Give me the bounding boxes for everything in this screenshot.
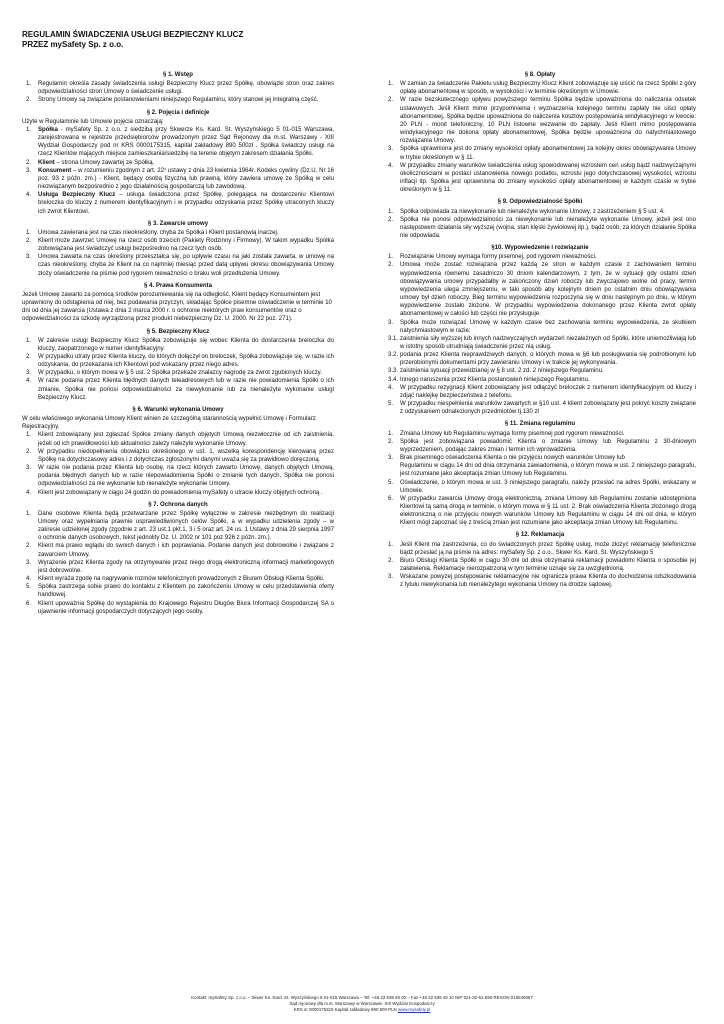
- section: [22, 282, 334, 324]
- clause-text: W zakresie usługi Bezpieczny Klucz Spółka zobowiązuje się wobec Klienta do dostarczenia breloczka do kluczy, zaopatrzonego w numer identyfikacyjny.: [38, 337, 334, 352]
- footer-krs-line: [0, 1007, 724, 1013]
- clause-text: Klient jest zobowiązany w ciągu 24 godzin do powiadomienia mySafety o utracie kluczy objętych ochroną .: [38, 489, 323, 496]
- clause-number: 2.: [388, 438, 394, 445]
- section-title: § 5. Bezpieczny Klucz: [146, 328, 210, 335]
- section-title: § 1. Wstęp: [163, 72, 193, 78]
- defined-term: Spółka: [38, 126, 58, 133]
- clause-item: [384, 351, 696, 367]
- section-intro: Użyte w Regulaminie lub Umowie pojęcia oznaczają:: [22, 118, 164, 125]
- section: [22, 109, 334, 216]
- clause-item: [384, 96, 696, 145]
- clause-text: Spółka może rozwiązać Umowę w każdym czasie bez zachowania terminu wypowiedzenia, ze skutkiem natychmiastowym w razie:: [400, 319, 696, 334]
- clause-number: 1.: [388, 541, 394, 548]
- defined-term: Konsument: [38, 167, 72, 174]
- clause-number: 1.: [388, 208, 394, 215]
- section: [384, 244, 696, 416]
- clause-list: [384, 80, 696, 194]
- clause-text: Umowa może zostać rozwiązana przez każdą ze stron w każdym czasie z zachowaniem terminu wypowiedzenia równemu zasadniczo 30 dniom kalendarzowym, z tym, że w sytuacji gdy ostatni dzień obowiązywania umowy przypadałby w zakończony dzień roboczy lub zwyczajowo wolne od pracy, termin wypowiedzenia ulega zmniejszeniu, w taki sposób aby kolejnym dniem po ostatnim dniu obowiązywania umowy był dzień roboczy. Bieg terminu wypowiedzenia rozpoczyna się w dniu następnym po dniu, w którym wypowiedzenie zostało złożone. W przypadku wypowiedzenia dokonanego przez Klienta zwrot opłaty abonamentowej w całości lub części nie przysługuje.: [400, 262, 696, 318]
- clause-number: 1.: [26, 432, 32, 439]
- clause-number: 2.: [388, 262, 394, 269]
- clause-number: 1.: [388, 430, 394, 437]
- clause-text: Regulamin określa zasady świadczenia usługi Bezpieczny Klucz przez Spółkę, obowiązki stron oraz zakres odpowiedzialności stron Umowy o świadczenie usługi.: [38, 81, 334, 96]
- clause-item: [22, 377, 334, 401]
- footer-contact-line: Kontakt: mySafety Sp. z o.o. – Skwer Ks. Kard. St. Wyszyńskiego 5 01-015 Warszawa – Tel: +48 22 539 49 00 – Fax +48 22 539 49 10 NIP 521-32-61-690 REGON 015540667: [191, 995, 533, 1000]
- section-intro: W celu właściwego wykonania Umowy Klient winien ze szczególną starannością wypełnić Umowę i Formularz Rejestracyjny.: [22, 416, 316, 431]
- section-title: § 12. Reklamacja: [515, 532, 565, 539]
- clause-number: 2.: [388, 97, 394, 104]
- contact-footer: [0, 995, 724, 1013]
- clause-text: zaistnienia sytuacji przewidzianej w § 8 ust. 2 zd. 2 niniejszego Regulaminu.: [400, 368, 604, 375]
- document-title: REGULAMIN ŚWIADCZENIA USŁUGI BEZPIECZNY KLUCZ: [22, 30, 244, 39]
- clause-item: [384, 573, 696, 589]
- clause-item: [22, 542, 334, 558]
- clause-list: [22, 337, 334, 402]
- clause-number: 1.: [26, 510, 32, 517]
- clause-number: 3.: [388, 574, 394, 581]
- clause-text: W przypadku rezygnacji Klient zobowiązany jest odłączyć breloczek z numerem identyfikacyjnym od kluczy i zdjąć naklejkę bezpieczeństwa z telefonu.: [400, 384, 696, 399]
- document-header: [22, 30, 422, 50]
- section: [22, 71, 334, 105]
- clause-item: [22, 353, 334, 369]
- section-title: § 11. Zmiana regulaminu: [504, 421, 576, 428]
- clause-text: W przypadku utraty przez Klienta kluczy, do których dołączył on breloczek, Spółka zobowiązuje się, w razie ich odzyskania, do przekazania ich Klientowi pod wskazany przez niego adres.: [38, 354, 334, 369]
- clause-item: [22, 167, 334, 191]
- clause-list: [22, 431, 334, 496]
- section: [22, 220, 334, 278]
- clause-number: 3.3.: [388, 368, 399, 375]
- clause-list: [384, 430, 696, 528]
- section: [384, 198, 696, 240]
- clause-list: [384, 541, 696, 590]
- clause-item: [384, 400, 696, 416]
- clause-number: 1.: [388, 81, 394, 88]
- clause-text: W przypadku, o którym mowa w § 5 ust. 2 Spółka przekaże znalazcy nagrodę za zwrot zgubionych kluczy.: [38, 370, 322, 377]
- clause-number: 3.: [26, 254, 32, 261]
- clause-item: [22, 559, 334, 575]
- clause-item: [384, 430, 696, 438]
- clause-text: W razie bezskutecznego upływu powyższego terminu Spółka będzie upoważniona do naliczania odsetek ustawowych. Jeśli Klient mimo przypomnienia i wyznaczenia kolejnego terminu zapłaty nie uiści opłaty abonamentowej, Spółka będzie upoważniona do naliczenia kosztów postępowania windykacyjnego w kwocie: 20 PLN - monit telefoniczny, 10 PLN listowne wezwanie do zapłaty. Jeśli Klient mimo postępowania windykacyjnego nie dokona opłaty abonamentowej, Spółka będzie upoważniona do natychmiastowego rozwiązania Umowy.: [400, 97, 696, 145]
- clause-number: 1.: [26, 229, 32, 236]
- clause-number: 3.: [26, 167, 32, 174]
- defined-term: Usługa Bezpieczny Klucz: [38, 192, 116, 199]
- section-title: §10. Wypowiedzenie i rozwiązanie: [491, 245, 589, 252]
- clause-text: - mySafety Sp. z o.o. z siedzibą przy Skwerze Ks. Kard. St. Wyszyńskiego 5 01-015 Warszawa, zarejestrowana w rejestrze przedsiębiorców prowadzonym przez Sąd Rejonowy dla m.st. Warszawy - XIII Wydział Gospodarczy pod nr KRS 0000175315, kapitał zakładowy 890 500zł . Spółka świadczy usługi na rzecz Klientów mających miejsce zamieszkania/siedzibę na terenie objętym zakresem działania Spółki.: [38, 126, 334, 158]
- clause-text: W zamian za świadczenie Pakietu usług Bezpieczny Klucz Klient zobowiązuje się uiścić na rzecz Spółki z góry opłatę abonamentową w sposób, w wysokości i w terminie określonym w Umowie.: [400, 81, 696, 96]
- section-title: § 6. Warunki wykonania Umowy: [132, 406, 224, 413]
- clause-item: [384, 261, 696, 318]
- clause-number: 4.: [26, 378, 32, 385]
- right-column: [384, 70, 696, 591]
- clause-number: 1.: [26, 81, 32, 88]
- clause-text: Klient zobowiązany jest zgłaszać Spółce zmiany danych objętych Umową niezwłocznie od ich zaistnienia, jeżeli od ich prawidłowości lub aktualności zależy należyte wykonanie Umowy.: [38, 432, 334, 447]
- clause-item: [384, 541, 696, 557]
- section: [384, 531, 696, 589]
- clause-number: 3.: [26, 370, 32, 377]
- clause-item: [22, 510, 334, 543]
- clause-text: Rozwiązanie Umowy wymaga formy pisemnej, pod rygorem nieważności.: [400, 254, 597, 261]
- clause-list: [22, 229, 334, 278]
- footer-krs-text: KRS nr 0000175315 Kapitał zakładowy 890 500 PLN: [293, 1007, 397, 1012]
- clause-item: [22, 489, 334, 497]
- website-link[interactable]: www.mysafety.pl: [397, 1007, 431, 1012]
- clause-item: [384, 376, 696, 384]
- clause-item: [384, 479, 696, 495]
- clause-item: [22, 253, 334, 277]
- clause-number: 4.: [388, 384, 394, 391]
- clause-number: 4.: [26, 489, 32, 496]
- clause-number: 2.: [26, 543, 32, 550]
- clause-number: 2.: [26, 354, 32, 360]
- clause-item: [384, 557, 696, 573]
- clause-item: [22, 237, 334, 253]
- clause-text: Spółka odpowiada za niewykonanie lub nienależyte wykonanie Umowy, z zastrzeżeniem § 5 ust. 4.: [400, 208, 665, 215]
- clause-item: [22, 583, 334, 599]
- clause-item: [384, 454, 696, 462]
- clause-text: Wskazane powyżej postępowanie reklamacyjne nie ogranicza prawa Klienta do dochodzenia odszkodowania z tytułu niewykonania lub nienależytego wykonania Umowy na drodze sądowej.: [400, 574, 696, 589]
- section: [384, 420, 696, 527]
- clause-text: Umowa zawierana jest na czas nieokreślony, chyba że Spółka i Klient postanowią inaczej.: [38, 229, 279, 236]
- clause-list: [22, 510, 334, 616]
- clause-item: [384, 145, 696, 161]
- clause-item: [384, 462, 696, 478]
- clause-item: [384, 319, 696, 335]
- clause-text: Spółka jest zobowiązana powiadomić Klienta o zmianie Umowy lub Regulaminu z 30-dniowym wyprzedzeniem, podając zakres zmian i termin ich wprowadzenia.: [400, 438, 696, 453]
- clause-item: [22, 464, 334, 488]
- clause-item: [22, 191, 334, 215]
- clause-number: 3.4.: [388, 376, 399, 383]
- clause-text: W razie nie podania przez Klienta lub osobę, na rzecz których zawarto Umowę, danych objętych Umową, podania błędnych danych lub w razie niepowiadomienia Spółki o zmianie tych danych, Spółka nie ponosi odpowiedzialności za nie wykonanie lub nienależyte wykonanie Umowy.: [38, 465, 334, 488]
- document-subtitle: PRZEZ mySafety Sp. z o.o.: [22, 40, 124, 49]
- clause-text: Biuro Obsługi Klienta Spółki w ciągu 30 dni od dnia otrzymania reklamacji powiadomi Klienta o sposobie jej załatwienia. Reklamacje nierozpatrzoną w tym terminie uznaje się za uwzględnioną.: [400, 557, 696, 573]
- clause-number: 4.: [26, 576, 32, 583]
- clause-item: [384, 438, 696, 454]
- clause-item: [384, 162, 696, 195]
- clause-item: [22, 337, 334, 353]
- section: [384, 71, 696, 194]
- clause-text: Brak pisemnego oświadczenia Klienta o nie przyjęciu nowych warunków Umowy lub: [400, 455, 625, 462]
- clause-item: [22, 80, 334, 96]
- clause-text: Spółka uprawniona jest do zmiany wysokości opłaty abonamentowej za kolejny okres obowiązywania Umowy w trybie określonym w § 11.: [400, 146, 696, 161]
- clause-list: [22, 126, 334, 216]
- clause-number: 2.: [26, 97, 32, 104]
- clause-text: Spółka nie ponosi odpowiedzialności za niewykonanie lub nienależyte wykonanie Umowy, jeżeli jest ono następstwem działania siły wyższej (wojna, stan klęski żywiołowej itp.), bądź osób, za których działanie Spółka nie odpowiada.: [400, 216, 696, 239]
- clause-text: podania przez Klienta nieprawdziwych danych, o których mowa w §6 lub posługiwania się podrobionymi lub przerobionymi dokumentami przy zawieraniu Umowy i w trakcie jej wykonywania.: [400, 352, 696, 367]
- clause-text: – usługa świadczona przez Spółkę, polegająca na dostarczeniu Klientowi breloczka do kluczy z numerem identyfikacyjnym i w przypadku odzyskania przez Spółkę utraconych kluczy ich zwrot Klientowi.: [38, 192, 334, 215]
- section-title: § 2. Pojęcia i definicje: [146, 109, 210, 116]
- clause-item: [384, 208, 696, 216]
- clause-item: [22, 369, 334, 377]
- clause-text: Klient może zawrzeć Umowę na rzecz osób trzecich (Pakiety Rodzinny i Firmowy). W takim wypadku Spółka zobowiązana jest świadczyć usługi bezpośrednio na rzecz tych osób.: [38, 237, 334, 253]
- clause-number: 2.: [388, 216, 394, 223]
- clause-number: 3.2.: [388, 352, 399, 359]
- clause-item: [384, 384, 696, 400]
- clause-number: 2.: [26, 159, 32, 166]
- section-title: § 3. Zawarcie umowy: [147, 220, 209, 227]
- clause-item: [22, 575, 334, 583]
- clause-text: W przypadku zawarcia Umowy drogą elektroniczną, zmiana Umowy lub Regulaminu zostanie udostępniona Klientowi tą samą drogą w terminie, o którym mowa w § 11 ust. 2. Brak oświadczenia Klienta złożonego drogą elektroniczną o nie przyjęciu nowych warunków Umowy lub Regulaminu w ciągu 14 dni od dnia, w którym Klient mógł zapoznać się z treścią zmian jest rozumiane jako akceptacja zmian Umowy lub Regulaminu.: [400, 495, 696, 527]
- clause-text: W przypadku niespełnienia warunków zawartych w §10 ust. 4 klient zobowiązany jest pokryć koszty związane z odzyskaniem odnalezionych przedmiotów tj.130 zł: [400, 401, 696, 416]
- clause-text: Oświadczenie, o którym mowa w ust. 3 niniejszego paragrafu, należy przesłać na adres Spółki, wskazany w Umowie.: [400, 479, 696, 494]
- clause-number: 2.: [26, 448, 32, 455]
- clause-number: 2.: [26, 237, 32, 244]
- clause-number: 1.: [26, 337, 32, 344]
- clause-text: Strony Umowy są związane postanowieniami niniejszego Regulaminu, który stanowi jej integralną część.: [38, 97, 319, 104]
- clause-item: [384, 335, 696, 351]
- clause-number: 4.: [388, 162, 394, 169]
- clause-list: [384, 253, 696, 416]
- clause-number: 3.: [388, 455, 394, 462]
- clause-item: [22, 448, 334, 464]
- clause-number: 1.: [388, 254, 394, 261]
- clause-number: 3.: [26, 559, 32, 566]
- clause-item: [384, 216, 696, 240]
- clause-number: 6.: [26, 600, 32, 607]
- clause-text: Zmiana Umowy lub Regulaminu wymaga formy pisemnej pod rygorem nieważności.: [400, 430, 625, 437]
- left-column: [22, 70, 334, 617]
- section-title: § 7. Ochrona danych: [148, 501, 208, 508]
- clause-number: 3.: [26, 465, 32, 472]
- clause-item: [22, 159, 334, 167]
- clause-item: [384, 80, 696, 96]
- clause-text: Klient upoważnia Spółkę do wystąpienia do Krajowego Rejestru Długów Biura Informacji Gospodarczej SA o ujawnienie informacji gospodarczych dotyczących jego osoby.: [38, 600, 334, 615]
- clause-text: Spółka zastrzega sobie prawo do kontaktu z Klientem po zakończeniu Umowy w celu przedstawienia oferty handlowej.: [38, 584, 334, 599]
- defined-term: Klient: [38, 159, 55, 166]
- clause-text: Klient ma prawo wglądu do swoich danych i ich poprawiania. Podanie danych jest dobrowolne i związane z zawarciem Umowy.: [38, 543, 334, 558]
- section-title: § 4. Prawa Konsumenta: [144, 282, 212, 289]
- clause-text: Umowa zawarta na czas określony przekształca się, po upływie czasu na jaki została zawarta, w umowę na czas nieokreślony, chyba że Klient na co najmniej miesiąc przed datą upływu okresu obowiązywania Umowy złoży oświadczenie na piśmie pod rygorem nieważności o braku woli przedłużenia Umowy.: [38, 254, 334, 277]
- clause-number: 2.: [388, 557, 394, 564]
- clause-item: [22, 126, 334, 159]
- clause-number: 5.: [388, 401, 394, 408]
- clause-number: 3.1.: [388, 335, 399, 342]
- clause-item: [22, 96, 334, 104]
- clause-number: 3.: [388, 146, 394, 153]
- clause-text: Dane osobowe Klienta będą przetwarzane przez Spółkę wyłącznie w zakresie niezbędnym do realizacji Umowy oraz wypełniania prawnie usprawiedliwionych celów Spółki, a w wypadku udzielenia zgody – w zakresie udzielonej zgody (zgodnie z art. 23 ust.1 pkt.1, 3 i 5 oraz art. 24 us. 1 Ustawy z dnia 29 sierpnia 1997 o ochronie danych osobowych, tekst jednolity Dz. U. 2002 nr 101 poz 926 z późn. zm.).: [38, 510, 334, 542]
- section: [22, 406, 334, 497]
- clause-text: Innego naruszenia przez Klienta postanowień niniejszego Regulaminu.: [400, 376, 590, 383]
- clause-list: [384, 208, 696, 241]
- clause-number: 5.: [26, 584, 32, 591]
- clause-text: W przypadku zmiany warunków świadczenia usług spowodowanej wzrostem cen usług bądź nadzwyczajnymi okolicznościami w postaci ustanowienia nowego podatku, wzrostu jego dotychczasowej wysokości, wzrostu inflacji itp. Spółka jest uprawniona do zmiany wysokości opłaty abonamentowej w każdym czasie w trybie określonym w § 11.: [400, 162, 696, 194]
- clause-text: Jeśli Klient ma zastrzeżenia, co do świadczonych przez Spółkę usług, może złożyć reklamację telefonicznie bądź przesłać ją na piśmie na adres: mySafety Sp. z o.o., Skwer Ks. Kard. St. Wyszyńskiego 5: [400, 541, 696, 556]
- clause-text: Regulaminu w ciągu 14 dni od dnia otrzymania zawiadomienia, o którym mowa w ust. 2 niniejszego paragrafu, jest rozumiane jako akceptacja zmian Umowy lub Regulaminu.: [400, 463, 696, 478]
- section: [22, 328, 334, 402]
- section: [22, 501, 334, 616]
- clause-list: [22, 80, 334, 104]
- footer-court-line: Sąd rejonowy dla m.st. Warszawy w Warszawie, XIII Wydział Gospodarczy: [289, 1001, 435, 1006]
- clause-number: 1.: [26, 126, 32, 133]
- clause-text: zaistnienia siły wyższej lub innych nadzwyczajnych wydarzeń niezależnych od Spółki, które uniemożliwiają lub w istotny sposób utrudniają świadczenie przez nią usług.: [400, 335, 696, 350]
- clause-number: 4.: [26, 192, 32, 199]
- section-title: § 9. Odpowiedzialność Spółki: [497, 199, 583, 206]
- clause-item: [384, 495, 696, 528]
- clause-item: [22, 431, 334, 447]
- clause-item: [22, 600, 334, 616]
- clause-text: Wyrażenie przez Klienta zgody na otrzymywanie przez niego drogą elektroniczną informacji marketingowych jest dobrowolne.: [38, 559, 334, 574]
- section-intro: Jeżeli Umowę zawarto za pomocą środków porozumiewania się na odległość, Klient będący Konsumentem jest uprawniony do odstąpienia od niej, bez podawania przyczyn, składając Spółce pisemne oświadczenie w terminie 10 dni od dnia jej zawarcia (Ustawa z dnia 2 marca 2000 r. o ochronie niektórych praw konsumentów oraz o odpowiedzialności za szkodę wyrządzoną przez produkt niebezpieczny Dz. U. 2000. Nr 22 poz. 271).: [22, 291, 332, 323]
- clause-item: [22, 229, 334, 237]
- clause-text: – w rozumieniu zgodnym z art. 22¹ ustawy z dnia 23 kwietnia 1964r. Kodeks cywilny (Dz.U. Nr 16 poz. 93 z późn. zm.) - Klient, będący osobą fizyczną lub prawną, który zawiera umowę ze Spółką w celu niezwiązanym bezpośrednio z jego działalnością gospodarczą lub zawodową.: [38, 167, 334, 191]
- section-title: § 8. Opłaty: [524, 72, 556, 78]
- clause-number: 6.: [388, 495, 394, 502]
- clause-number: 5.: [388, 479, 394, 486]
- clause-item: [384, 367, 696, 375]
- clause-text: W przypadku niedopełnienia obowiązku określonego w ust. 1, wszelką korespondencję kierowaną przez Spółkę na dotychczasowy adres i z dotychczas zgłoszonymi danymi uważa się za prawidłowo doręczoną.: [38, 448, 334, 463]
- clause-text: W razie podania przez Klienta błędnych danych teleadresowych lub w razie nie powiadomienia Spółki o ich zmianie, Spółka nie ponosi odpowiedzialności za niewykonanie lub za nienależyte wykonanie usługi Bezpieczny Klucz.: [38, 378, 334, 401]
- clause-text: – strona Umowy zawartej ze Spółką.: [54, 159, 155, 166]
- clause-number: 3.: [388, 319, 394, 326]
- clause-item: [384, 253, 696, 261]
- clause-text: Klient wyraża zgodę na nagrywanie rozmów telefonicznych prowadzonych z Biurem Obsługi Klienta Spółki.: [38, 576, 325, 583]
